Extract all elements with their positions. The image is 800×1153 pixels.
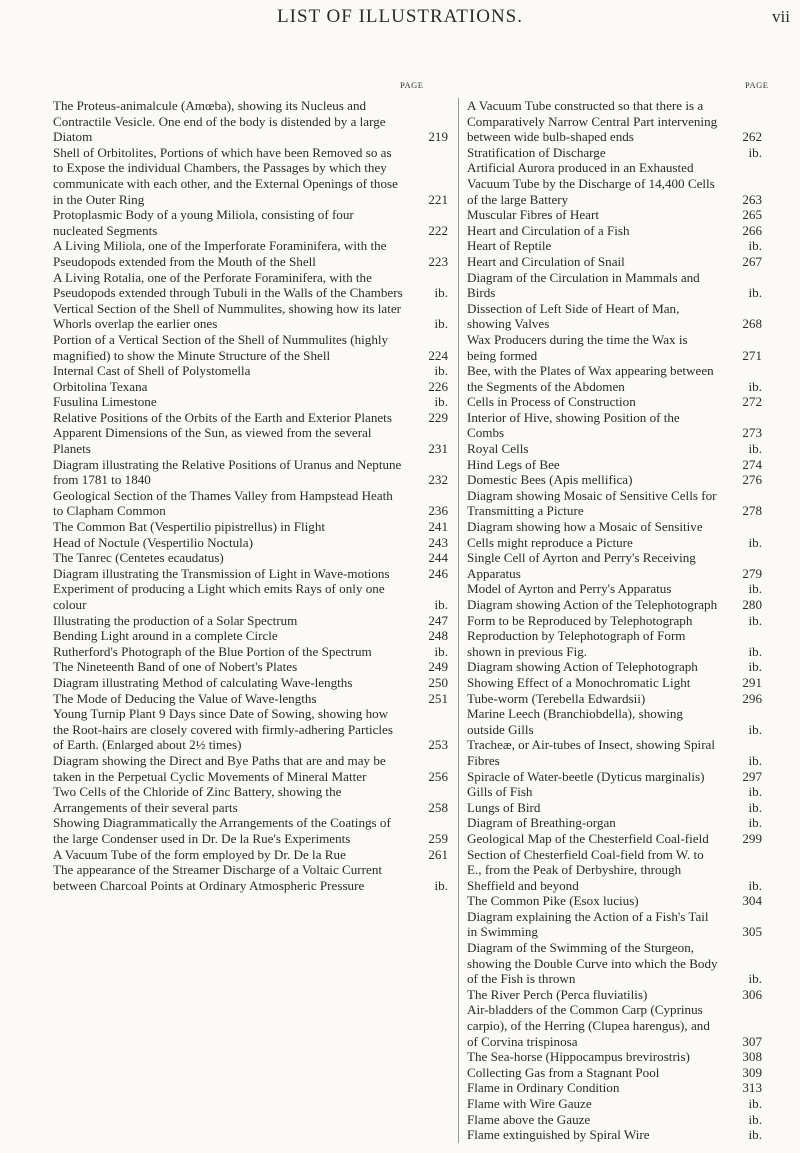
page-header: [0, 6, 800, 30]
entry-title: Air-bladders of the Common Carp (Cyprinus carpio), of the Herring (Clupea harengus), and of Corvina trispinosa: [467, 1002, 710, 1049]
entry-page: ib.: [434, 394, 448, 410]
entry-title: Heart of Reptile: [467, 238, 552, 254]
list-item: [467, 98, 762, 145]
entry-page: 299: [742, 830, 762, 846]
list-item: [467, 238, 762, 254]
entry-title: The Common Pike (Esox lucius): [467, 893, 639, 909]
entry-page: 266: [742, 222, 762, 238]
list-item: [53, 457, 448, 488]
list-item: [53, 675, 448, 691]
entry-page: 296: [742, 690, 762, 706]
entry-page: 253: [428, 737, 448, 753]
entry-title: Internal Cast of Shell of Polystomella: [53, 363, 251, 379]
entry-title: The Tanrec (Centetes ecaudatus): [53, 550, 224, 566]
list-item: [467, 628, 762, 659]
entry-title: Geological Section of the Thames Valley from Hampstead Heath to Clapham Common: [53, 487, 393, 519]
entry-title: The River Perch (Perca fluviatilis): [467, 986, 648, 1002]
entry-title: Reproduction by Telephotograph of Form shown in previous Fig.: [467, 628, 686, 659]
list-item: [467, 207, 762, 223]
entry-title: Shell of Orbitolites, Portions of which have been Removed so as to Expose the individual Chambers, the Passages by which they communicate with each other, and the External Openings of those in the Outer Ring: [53, 144, 398, 207]
entry-page: 259: [428, 830, 448, 846]
entry-page: ib.: [748, 378, 762, 394]
entry-title: The Mode of Deducing the Value of Wave-lengths: [53, 690, 317, 706]
entry-title: Diagram of the Swimming of the Sturgeon, showing the Double Curve into which the Body of the Fish is thrown: [467, 940, 718, 987]
entry-title: A Vacuum Tube constructed so that there is a Comparatively Narrow Central Part intervening between wide bulb-shaped ends: [467, 98, 718, 145]
list-item: [53, 847, 448, 863]
list-item: [467, 909, 762, 940]
entry-title: Marine Leech (Branchiobdella), showing outside Gills: [467, 706, 683, 737]
list-item: [467, 893, 762, 909]
entry-title: Fusulina Limestone: [53, 394, 157, 410]
entry-page: 236: [428, 503, 448, 519]
entry-page: 261: [428, 846, 448, 862]
entry-title: Tracheæ, or Air-tubes of Insect, showing Spiral Fibres: [467, 737, 716, 768]
entry-page: 263: [742, 191, 762, 207]
entry-title: Diagram showing how a Mosaic of Sensitive Cells might reproduce a Picture: [467, 519, 703, 550]
entry-title: Diagram of Breathing-organ: [467, 815, 616, 831]
entry-page: ib.: [748, 285, 762, 301]
entry-title: Wax Producers during the time the Wax is being formed: [467, 331, 688, 363]
entry-page: 232: [428, 472, 448, 488]
list-item: [53, 238, 448, 269]
list-item: [467, 457, 762, 473]
list-item: [53, 301, 448, 332]
list-item: [467, 800, 762, 816]
entry-title: Collecting Gas from a Stagnant Pool: [467, 1064, 660, 1080]
entry-page: 219: [428, 129, 448, 145]
entry-page: ib.: [748, 238, 762, 254]
entry-title: Bee, with the Plates of Wax appearing between the Segments of the Abdomen: [467, 363, 714, 394]
entry-title: Diagram of the Circulation in Mammals and Birds: [467, 269, 700, 301]
entry-title: Orbitolina Texana: [53, 378, 148, 394]
entry-page: ib.: [748, 971, 762, 987]
entry-title: Diagram illustrating Method of calculating Wave-lengths: [53, 674, 353, 690]
list-item: [467, 987, 762, 1003]
list-item: [53, 691, 448, 707]
entry-title: Domestic Bees (Apis mellifica): [467, 472, 633, 488]
list-item: [53, 628, 448, 644]
list-item: [467, 1065, 762, 1081]
entry-title: Head of Noctule (Vespertilio Noctula): [53, 534, 253, 550]
entry-page: ib.: [748, 581, 762, 597]
entry-title: Relative Positions of the Orbits of the Earth and Exterior Planets: [53, 409, 392, 425]
entry-page: 251: [428, 690, 448, 706]
entry-page: ib.: [434, 877, 448, 893]
entry-title: Heart and Circulation of Snail: [467, 253, 625, 269]
list-item: [53, 488, 448, 519]
entry-page: ib.: [748, 815, 762, 831]
entry-page: 274: [742, 456, 762, 472]
list-item: [467, 1096, 762, 1112]
entry-page: 249: [428, 659, 448, 675]
list-item: [53, 535, 448, 551]
entry-title: Protoplasmic Body of a young Miliola, consisting of four nucleated Segments: [53, 207, 354, 238]
entry-page: 256: [428, 768, 448, 784]
list-item: [467, 1080, 762, 1096]
list-item: [467, 659, 762, 675]
entry-page: ib.: [748, 877, 762, 893]
list-item: [53, 379, 448, 395]
entry-title: Experiment of producing a Light which emits Rays of only one colour: [53, 581, 385, 612]
list-item: [53, 207, 448, 238]
entry-title: The Proteus-animalcule (Amœba), showing its Nucleus and Contractile Vesicle. One end of the body is distended by a large Diatom: [53, 98, 386, 145]
entry-page: ib.: [748, 752, 762, 768]
entry-title: A Living Miliola, one of the Imperforate Foraminifera, with the Pseudopods extended from the Mouth of the Shell: [53, 238, 387, 269]
list-item: [53, 550, 448, 566]
entry-page: ib.: [748, 144, 762, 160]
entry-title: Portion of a Vertical Section of the Shell of Nummulites (highly magnified) to show the Minute Structure of the Shell: [53, 331, 389, 363]
entry-title: Diagram illustrating the Relative Positions of Uranus and Neptune from 1781 to 1840: [53, 456, 402, 488]
entry-page: 268: [742, 316, 762, 332]
entry-title: The Sea-horse (Hippocampus brevirostris): [467, 1049, 690, 1065]
entry-title: Diagram illustrating the Transmission of Light in Wave-motions: [53, 565, 390, 581]
page-column-label-left: PAGE: [400, 80, 424, 90]
entry-page: ib.: [748, 784, 762, 800]
list-item: [467, 691, 762, 707]
list-item: [467, 301, 762, 332]
entry-title: Apparent Dimensions of the Sun, as viewed from the several Planets: [53, 425, 372, 457]
entry-page: 291: [742, 674, 762, 690]
entry-page: 304: [742, 893, 762, 909]
entry-title: Diagram showing Mosaic of Sensitive Cells for Transmitting a Picture: [467, 487, 717, 519]
list-item: [467, 769, 762, 785]
entry-page: 258: [428, 799, 448, 815]
list-item: [53, 659, 448, 675]
list-item: [53, 862, 448, 893]
entry-title: Gills of Fish: [467, 784, 533, 800]
entry-title: Lungs of Bird: [467, 799, 541, 815]
entry-page: 307: [742, 1033, 762, 1049]
list-item: [53, 98, 448, 145]
entry-page: ib.: [748, 1111, 762, 1127]
entry-page: 226: [428, 378, 448, 394]
page-number: vii: [772, 7, 790, 26]
entry-title: The Nineteenth Band of one of Nobert's Plates: [53, 659, 298, 675]
entry-title: Single Cell of Ayrton and Perry's Receiving Apparatus: [467, 550, 696, 581]
entry-title: Cells in Process of Construction: [467, 394, 636, 410]
entry-title: Diagram showing Action of Telephotograph: [467, 659, 698, 675]
list-item: [467, 597, 762, 613]
entry-title: Bending Light around in a complete Circle: [53, 628, 278, 644]
entry-page: 280: [742, 597, 762, 612]
list-item: [467, 254, 762, 270]
entry-page: 313: [742, 1080, 762, 1096]
entry-page: ib.: [434, 363, 448, 379]
entry-page: ib.: [434, 316, 448, 332]
list-item: [53, 425, 448, 456]
entry-title: Geological Map of the Chesterfield Coal-field: [467, 830, 709, 846]
list-item: [53, 706, 448, 753]
list-item: [53, 644, 448, 660]
list-item: [467, 441, 762, 457]
list-item: [467, 847, 762, 894]
entry-title: Flame with Wire Gauze: [467, 1096, 592, 1111]
entry-title: Showing Diagrammatically the Arrangements of the Coatings of the large Condenser used in Dr. De la Rue's Experiments: [53, 815, 391, 846]
entry-title: Flame extinguished by Spiral Wire: [467, 1127, 650, 1143]
list-item: [467, 488, 762, 519]
page-title: LIST OF ILLUSTRATIONS.: [277, 6, 523, 27]
list-item: [467, 410, 762, 441]
list-item: [467, 363, 762, 394]
list-item: [53, 332, 448, 363]
entry-page: 223: [428, 253, 448, 269]
list-item: [467, 519, 762, 550]
entry-page: 229: [428, 409, 448, 425]
entry-page: ib.: [748, 534, 762, 550]
entry-page: 267: [742, 253, 762, 269]
entry-page: ib.: [748, 1127, 762, 1143]
list-item: [467, 784, 762, 800]
entry-page: 248: [428, 628, 448, 644]
entry-page: 246: [428, 565, 448, 581]
entry-page: 278: [742, 503, 762, 519]
entry-page: 224: [428, 347, 448, 363]
entry-title: The appearance of the Streamer Discharge of a Voltaic Current between Charcoal Points at Ordinary Atmospheric Pressure: [53, 862, 383, 893]
entry-page: ib.: [748, 799, 762, 815]
entry-title: A Living Rotalia, one of the Perforate Foraminifera, with the Pseudopods extended through Tubuli in the Walls of the Chambers: [53, 269, 403, 301]
list-item: [467, 270, 762, 301]
list-item: [53, 363, 448, 379]
entry-page: 309: [742, 1064, 762, 1080]
entry-page: 305: [742, 924, 762, 940]
list-item: [467, 1049, 762, 1065]
entry-page: ib.: [748, 643, 762, 659]
entry-title: Showing Effect of a Monochromatic Light: [467, 674, 691, 690]
entry-page: ib.: [434, 597, 448, 612]
list-item: [53, 566, 448, 582]
list-item: [53, 753, 448, 784]
entry-page: 265: [742, 207, 762, 223]
list-item: [53, 784, 448, 815]
list-item: [467, 1112, 762, 1128]
entry-page: 231: [428, 441, 448, 457]
entry-page: ib.: [748, 441, 762, 457]
list-item: [467, 675, 762, 691]
entry-title: Section of Chesterfield Coal-field from W. to E., from the Peak of Derbyshire, through Sheffield and beyond: [467, 846, 704, 893]
entry-title: Young Turnip Plant 9 Days since Date of Sowing, showing how the Root-hairs are closely covered with firmly-adhering Particles of Earth. (Enlarged about 2½ times): [53, 706, 393, 753]
entry-title: Stratification of Discharge: [467, 144, 606, 160]
list-item: [467, 737, 762, 768]
list-item: [467, 223, 762, 239]
page-column-label-right: PAGE: [745, 80, 769, 90]
entry-page: 262: [742, 129, 762, 145]
entry-page: 271: [742, 347, 762, 363]
list-item: [467, 581, 762, 597]
entry-title: Artificial Aurora produced in an Exhausted Vacuum Tube by the Discharge of 14,400 Cells of the large Battery: [467, 160, 715, 207]
entry-page: 297: [742, 768, 762, 784]
entry-page: 272: [742, 394, 762, 410]
entry-page: ib.: [434, 643, 448, 659]
list-item: [467, 145, 762, 161]
entry-page: 247: [428, 612, 448, 628]
entry-title: Interior of Hive, showing Position of the Combs: [467, 409, 680, 441]
entry-title: Spiracle of Water-beetle (Dyticus marginalis): [467, 768, 705, 784]
entry-page: ib.: [748, 612, 762, 628]
list-item: [467, 815, 762, 831]
list-item: [467, 472, 762, 488]
list-item: [467, 613, 762, 629]
entry-title: Rutherford's Photograph of the Blue Portion of the Spectrum: [53, 643, 372, 659]
entry-title: Model of Ayrton and Perry's Apparatus: [467, 581, 672, 597]
list-item: [467, 940, 762, 987]
entry-page: ib.: [748, 721, 762, 737]
list-item: [467, 831, 762, 847]
list-item: [467, 332, 762, 363]
entry-page: ib.: [434, 285, 448, 301]
entry-page: 276: [742, 472, 762, 488]
list-item: [53, 410, 448, 426]
list-item: [53, 394, 448, 410]
entry-title: Dissection of Left Side of Heart of Man, showing Valves: [467, 300, 680, 332]
list-item: [53, 613, 448, 629]
entry-title: Tube-worm (Terebella Edwardsii): [467, 690, 646, 706]
list-item: [467, 1002, 762, 1049]
list-item: [467, 550, 762, 581]
entry-title: Muscular Fibres of Heart: [467, 207, 599, 223]
entry-title: Form to be Reproduced by Telephotograph: [467, 612, 693, 628]
entry-page: ib.: [748, 659, 762, 675]
list-item: [467, 160, 762, 207]
entry-page: 273: [742, 425, 762, 441]
entry-title: Flame above the Gauze: [467, 1111, 591, 1127]
entry-title: Two Cells of the Chloride of Zinc Battery, showing the Arrangements of their several parts: [53, 784, 342, 815]
entry-title: Illustrating the production of a Solar Spectrum: [53, 612, 298, 628]
entry-page: 244: [428, 550, 448, 566]
list-item: [53, 519, 448, 535]
entry-title: Diagram explaining the Action of a Fish's Tail in Swimming: [467, 908, 709, 940]
entry-title: Diagram showing the Direct and Bye Paths that are and may be taken in the Perpetual Cyclic Movements of Mineral Matter: [53, 752, 386, 784]
entry-title: Diagram showing Action of the Telephotograph: [467, 597, 718, 612]
list-item: [467, 706, 762, 737]
entry-page: 243: [428, 534, 448, 550]
list-item: [53, 815, 448, 846]
list-item: [53, 270, 448, 301]
entry-title: Flame in Ordinary Condition: [467, 1080, 620, 1096]
list-item: [53, 145, 448, 207]
entry-title: A Vacuum Tube of the form employed by Dr. De la Rue: [53, 846, 346, 862]
list-item: [467, 1127, 762, 1143]
entry-page: 241: [428, 519, 448, 535]
list-item: [53, 581, 448, 612]
entry-page: 308: [742, 1049, 762, 1065]
entry-title: Heart and Circulation of a Fish: [467, 222, 630, 238]
left-column: [53, 98, 448, 893]
right-column: [458, 98, 762, 1143]
entry-page: 279: [742, 565, 762, 581]
entry-title: Vertical Section of the Shell of Nummulites, showing how its later Whorls overlap the earlier ones: [53, 300, 402, 332]
entry-title: The Common Bat (Vespertilio pipistrellus) in Flight: [53, 519, 326, 535]
entry-page: ib.: [748, 1096, 762, 1111]
list-item: [467, 394, 762, 410]
entry-page: 222: [428, 222, 448, 238]
entry-title: Hind Legs of Bee: [467, 456, 560, 472]
entry-page: 250: [428, 674, 448, 690]
entry-title: Royal Cells: [467, 441, 529, 457]
entry-page: 306: [742, 986, 762, 1002]
entry-page: 221: [428, 191, 448, 207]
